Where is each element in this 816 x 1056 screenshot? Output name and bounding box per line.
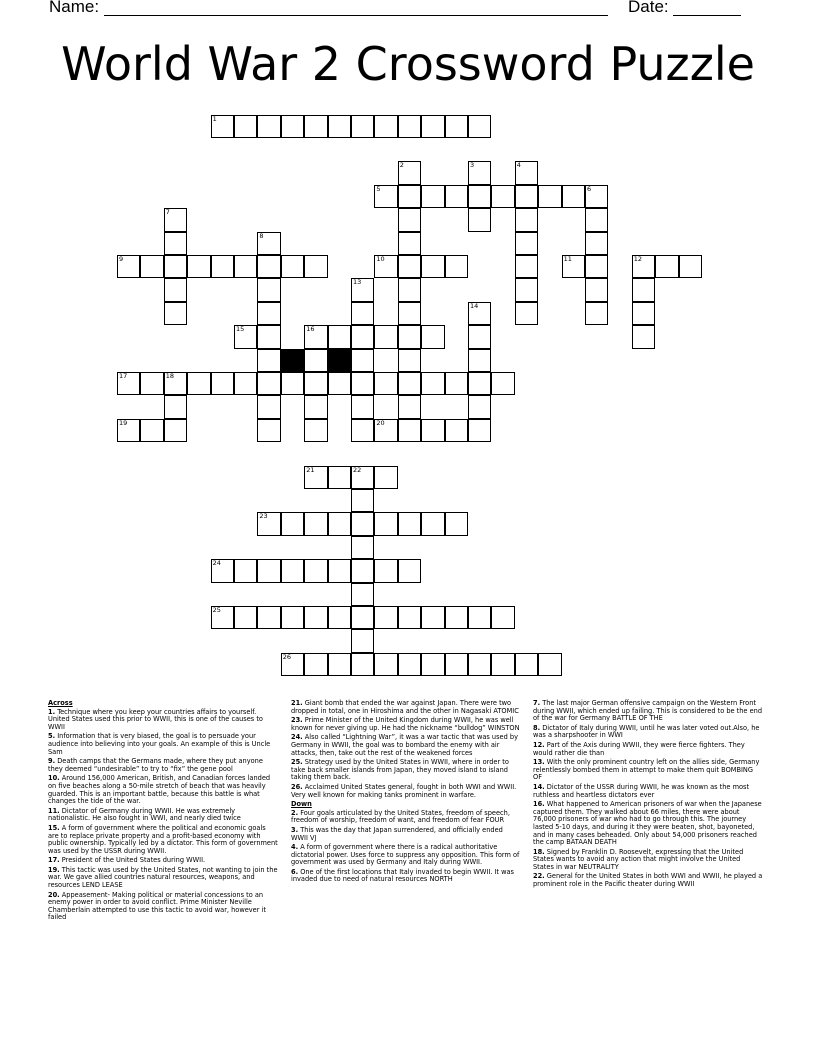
clue-column-1 [48,700,278,924]
cell-number: 25 [212,606,221,615]
clue-item [533,873,763,888]
clue-text: Strategy used by the United States in WWII, where in order to take back smaller islands from Japan, they moved island to island taking them back. [291,758,509,782]
clue-item [48,892,278,922]
clue-item [291,827,521,842]
clue-number: 12. [533,740,545,749]
clue-text: General for the United States in both WWI and WWII, he played a prominent role in the Pacific theater during WWII [533,872,763,889]
clue-number: 18. [533,847,545,856]
clue-text: Death camps that the Germans made, where they put anyone they deemed “undesirable” to try to “fix” the gene pool [48,757,263,773]
clue-column-3 [533,700,763,891]
cell-number: 21 [306,465,315,474]
clue-number: 7. [533,699,541,707]
cell-number: 13 [353,278,362,287]
clue-item [291,784,521,799]
cell-number: 4 [516,161,521,170]
cell-number: 16 [306,325,315,334]
cell-number: 1 [212,114,217,123]
cell-number: 20 [376,418,385,427]
clue-text: Part of the Axis during WWII, they were fierce fighters. They would rather die than [533,740,745,757]
clue-text: Signed by Franklin D. Roosevelt, expressing that the United States wants to avoid any action that might involve the United States in war NEUTRALITY [533,847,744,871]
clue-column-2 [291,700,521,886]
clue-item [533,849,763,872]
cell-number: 2 [399,161,404,170]
clue-number: 16. [533,800,545,809]
puzzle-title: World War 2 Crossword Puzzle [61,37,755,91]
clue-text: Technique where you keep your countries affairs to yourself. United States used this prior to WWII, this is one of the causes to WWII [48,707,263,731]
name-label: Name: [49,0,100,16]
clue-item [48,808,278,823]
cell-number: 26 [282,652,292,661]
cell-number: 12 [633,255,643,264]
clue-number: 23. [291,716,303,725]
clue-number: 1. [48,707,56,716]
clue-item [48,709,278,732]
clue-item [48,867,278,890]
clue-text: Acclaimed United States general, fought in both WWI and WWII. Very well known for making tanks prominent in warfare. [291,782,517,799]
clue-text: A form of government where the political and economic goals are to replace private property and a profit-based economy with public ownership. Typically led by a dictator. This form of government was used by the USSR during WWII. [48,823,278,855]
clue-item [291,810,521,825]
cell-number: 14 [470,301,479,310]
clue-number: 15. [48,823,60,832]
clue-text: Giant bomb that ended the war against Japan. There were two dropped in total, one in Hiroshima and the other in Nagasaki ATOMIC [291,699,519,715]
cell-number: 24 [212,559,221,568]
clue-number: 13. [533,758,545,767]
clue-item [533,801,763,847]
clue-number: 11. [48,806,60,815]
clue-number: 20. [48,890,60,899]
clue-item [48,733,278,756]
clue-text: Dictator of Italy during WWII, until he was later voted out.Also, he was a sharpshooter in WWI [533,723,760,740]
cell-number: 17 [119,372,128,381]
date-label: Date: [628,0,669,16]
cell-number: 8 [259,231,264,240]
clue-number: 26. [291,782,303,791]
cell-number: 22 [353,465,362,474]
clue-text: Four goals articulated by the United States, freedom of speech, freedom of worship, freedom of want, and freedom of fear FOUR [291,808,510,825]
cell-number: 6 [587,184,592,193]
clue-number: 24. [291,733,303,742]
clue-text: One of the first locations that Italy invaded to begin WWII. It was invaded due to need of natural resources NORTH [291,867,514,884]
clue-text: A form of government where there is a radical authoritative dictatorial power. Uses force to suppress any opposition. This form of government was used by Germany and Italy during WWII. [291,843,520,867]
cell-number: 5 [376,184,381,193]
cell-number: 23 [259,512,268,521]
clue-item [48,825,278,855]
clue-item [533,742,763,757]
clue-item [48,857,278,865]
cell-number: 11 [563,255,572,264]
cell-number: 15 [236,325,245,334]
clue-item [291,844,521,867]
clue-number: 8. [533,723,541,732]
clue-item [48,775,278,805]
clue-number: 9. [48,757,56,766]
clue-number: 6. [291,867,299,876]
clue-item [533,759,763,782]
clue-item [533,700,763,723]
cell-number: 19 [119,418,128,427]
clue-text: Around 156,000 American, British, and Canadian forces landed on five beaches along a 50-mile stretch of beach that was heavily guarded. This is an important battle, because this battle is what changes the tide of the war. [48,774,271,806]
cell-number: 3 [470,161,475,170]
cell-number: 10 [376,255,385,264]
clue-heading: Down [291,800,312,809]
clue-number: 14. [533,782,545,791]
cell-number: 9 [119,255,124,264]
clue-text: Also called “Lightning War”, it was a war tactic that was used by Germany in WWII, the goal was to bombard the enemy with air attacks, then, take out the rest of the weakened forces [291,733,518,757]
clue-number: 21. [291,699,303,707]
cell-number: 7 [165,208,170,217]
clue-text: Dictator of the USSR during WWII, he was known as the most ruthless and heartless dictators ever [533,782,750,799]
clue-text: Information that is very biased, the goal is to persuade your audience into believing into your goals. An example of this is Uncle Sam [48,732,271,756]
clue-heading: Across [48,699,73,707]
cell-number: 18 [165,372,175,381]
clue-text: This tactic was used by the United States, not wanting to join the war. We gave allied countries natural resources, weapons, and resources LEND LEASE [48,865,278,890]
clue-number: 2. [291,808,299,817]
clue-text: President of the United States during WWII. [59,856,206,865]
clue-number: 19. [48,865,60,874]
clue-text: This was the day that Japan surrendered, and officially ended WWII VJ [291,825,503,842]
clue-text: Prime Minister of the United Kingdom during WWII, he was well known for never giving up. He had the nickname “bulldog” WINSTON [291,716,520,732]
clue-number: 22. [533,872,545,881]
clue-item [291,700,521,715]
clue-text: With the only prominent country left on the allies side, Germany relentlessly bombed them in attempt to make them quit BOMBING OF [533,758,760,782]
clue-number: 17. [48,856,60,865]
clue-text: The last major German offensive campaign on the Western Front during WWII, which ended up failing. This is considered to be the end of the war for Germany BATTLE OF THE [533,699,763,723]
clue-item [48,758,278,773]
clue-text: Appeasement- Making political or material concessions to an enemy power in order to avoid conflict. Prime Minister Neville Chamberlain attempted to use this tactic to avoid war, however it failed [48,890,266,922]
clue-number: 25. [291,758,303,767]
clue-item [291,869,521,884]
clue-number: 3. [291,825,299,834]
clue-text: What happened to American prisoners of war when the Japanese captured them. They walked about 66 miles, there were about 76,000 prisoners of war who had to go through this. The journey lasted 5-10 days, and during it they were beaten, shot, bayoneted, and in many cases beheaded. Only about 54,000 prisoners reached the camp BATAAN DEATH [533,800,762,847]
clue-item [291,717,521,732]
clue-item [291,759,521,782]
clue-number: 10. [48,774,60,783]
clue-item [291,734,521,757]
clue-number: 4. [291,843,299,852]
clue-item [533,725,763,740]
clue-item [533,784,763,799]
clue-number: 5. [48,732,56,741]
clue-text: Dictator of Germany during WWII. He was extremely nationalistic. He also fought in WWI, and nearly died twice [48,806,241,823]
